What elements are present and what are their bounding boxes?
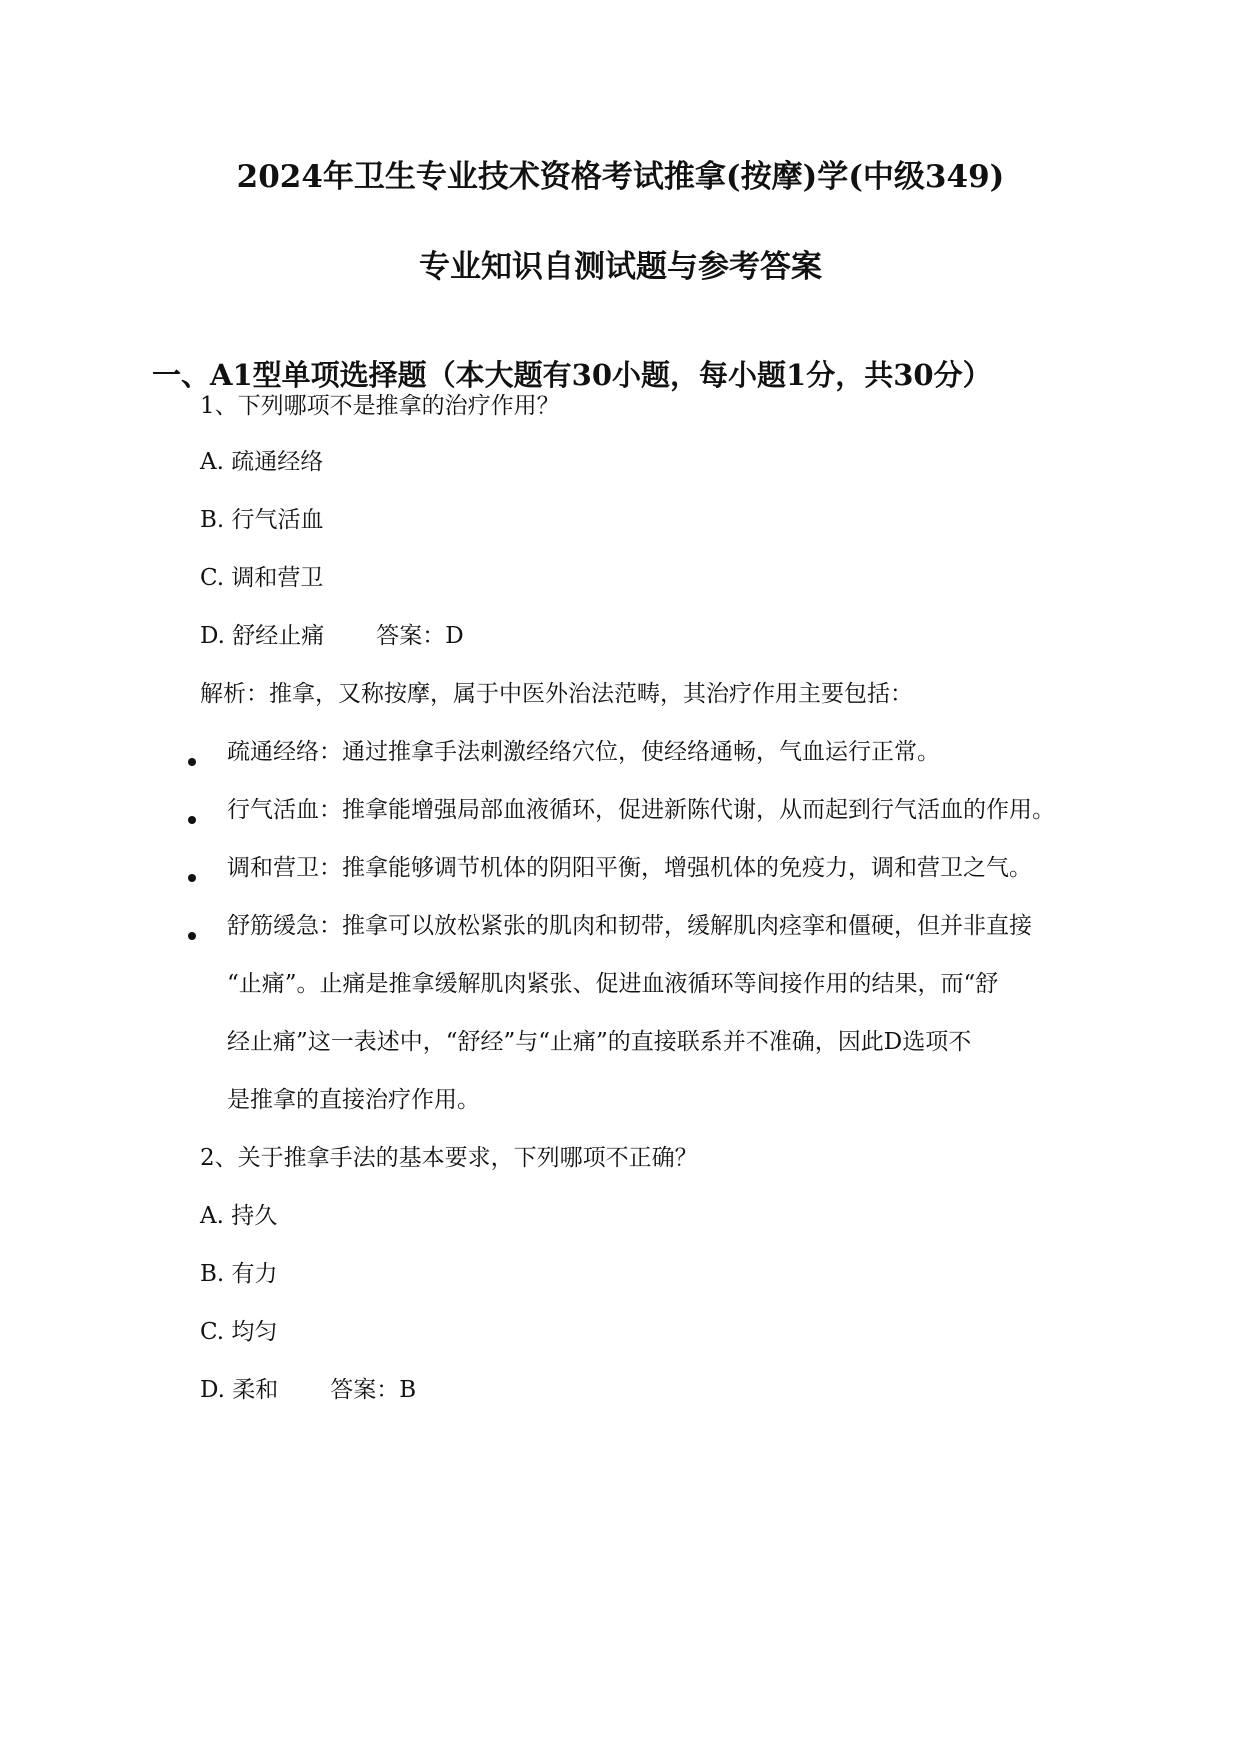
question-2-option-d: D. 柔和 xyxy=(200,1377,279,1403)
bullet-dot xyxy=(188,932,196,940)
analysis-bullet-1: 疏通经络：通过推拿手法刺激经络穴位，使经络通畅，气血运行正常。 xyxy=(227,739,940,765)
question-2-option-c: C. 均匀 xyxy=(200,1319,278,1345)
analysis-bullet-4-continued-1: “止痛”。止痛是推拿缓解肌肉紧张、促进血液循环等间接作用的结果，而“舒 xyxy=(227,971,999,997)
question-1-stem: 1、下列哪项不是推拿的治疗作用？ xyxy=(200,393,560,419)
question-1-option-b: B. 行气活血 xyxy=(200,507,324,533)
bullet-dot xyxy=(188,874,196,882)
bullet-dot xyxy=(188,758,196,766)
question-2-answer: 答案：B xyxy=(330,1377,417,1403)
document-title: 2024年卫生专业技术资格考试推拿(按摩)学(中级349) xyxy=(236,159,1005,195)
analysis-bullet-3: 调和营卫：推拿能够调节机体的阴阳平衡，增强机体的免疫力，调和营卫之气。 xyxy=(227,855,1032,881)
question-2-option-b: B. 有力 xyxy=(200,1261,278,1287)
question-1-option-d: D. 舒经止痛 xyxy=(200,623,325,649)
question-1-analysis-intro: 解析：推拿，又称按摩，属于中医外治法范畴，其治疗作用主要包括： xyxy=(200,681,913,707)
analysis-bullet-4-continued-3: 是推拿的直接治疗作用。 xyxy=(227,1087,480,1113)
bullet-dot xyxy=(188,816,196,824)
analysis-bullet-4: 舒筋缓急：推拿可以放松紧张的肌肉和韧带，缓解肌肉痉挛和僵硬，但并非直接 xyxy=(227,913,1032,939)
question-2-stem: 2、关于推拿手法的基本要求，下列哪项不正确？ xyxy=(200,1145,698,1171)
analysis-bullet-4-continued-2: 经止痛”这一表述中，“舒经”与“止痛”的直接联系并不准确，因此D选项不 xyxy=(227,1029,972,1055)
document-subtitle: 专业知识自测试题与参考答案 xyxy=(419,249,822,285)
question-1-answer: 答案：D xyxy=(376,623,464,649)
analysis-bullet-2: 行气活血：推拿能增强局部血液循环，促进新陈代谢，从而起到行气活血的作用。 xyxy=(227,797,1055,823)
question-2-option-d-row xyxy=(200,1374,416,1406)
question-2-option-a: A. 持久 xyxy=(200,1203,278,1229)
question-1-option-a: A. 疏通经络 xyxy=(200,449,324,475)
question-1-option-c: C. 调和营卫 xyxy=(200,565,324,591)
question-1-option-d-row xyxy=(200,620,464,652)
section-heading: 一、A1型单项选择题（本大题有30小题，每小题1分，共30分） xyxy=(152,358,992,392)
